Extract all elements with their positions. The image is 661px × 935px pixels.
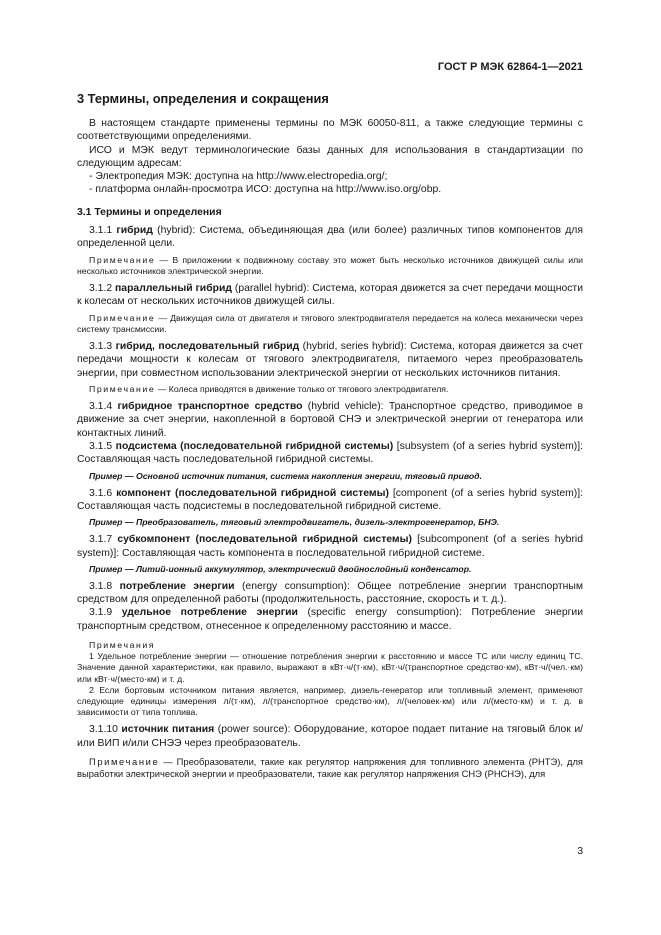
section-title: 3 Термины, определения и сокращения [77, 91, 329, 106]
note-3-1-2 [77, 313, 583, 335]
term-definition: (specific energy consumption): Потребление энергии транспортным средством, отнесенное к определенному расстоянию и массе. [77, 607, 583, 632]
term-name: источник питания [121, 724, 215, 736]
note-label: Примечание [89, 312, 156, 323]
note-label: Примечание [89, 756, 160, 768]
term-definition: [component (of a series hybrid system)]: Составляющая часть подсистемы в последовательной гибридной системе. [77, 487, 583, 512]
standard-header: ГОСТ Р МЭК 62864-1—2021 [437, 61, 583, 73]
note-text: — Колеса приводятся в движение только от тягового электродвигателя. [155, 383, 449, 394]
term-number: 3.1.4 [89, 401, 113, 413]
term-name: подсистема (последовательной гибридной системы) [115, 441, 394, 453]
page-number: 3 [577, 846, 583, 857]
term-number: 3.1.5 [89, 441, 113, 453]
term-definition: (hybrid vehicle): Транспортное средство, приводимое в движение за счет энергии, накопленной в бортовой СНЭ и электрической энергии от генератора или контактных линий. [77, 401, 583, 439]
term-number: 3.1.9 [89, 607, 113, 619]
note-item-1: 1 Удельное потребление энергии — отношение потребления энергии к расстоянию и массе ТС или числу единиц ТС. Значение данной характеристики, как правило, выражают в кВт·ч/(т·км), кВт·ч/(транспортное средство·км), кВт·ч/(чел.·км) или кВт·ч/(место·км) и т. д. [77, 651, 583, 684]
term-3-1-7 [77, 533, 583, 560]
term-definition: [subsystem (of a series hybrid system)]: Составляющая часть последовательной гибридной системы. [77, 441, 584, 466]
example-3-1-7: Пример — Литий-ионный аккумулятор, электрический двойнослойный конденсатор. [89, 563, 472, 574]
term-name: гибридное транспортное средство [117, 401, 303, 413]
note-3-1-10 [77, 756, 583, 781]
note-item-2: 2 Если бортовым источником питания является, например, дизель-генератор или топливный элемент, применяют следующие единицы измерения л/(т·км), л/(транспортное средство·км), л/(человек·км) или л/(место·км) и т. д. в зависимости от типа топлива. [77, 684, 583, 718]
note-text: — В приложении к подвижному составу это может быть несколько источников движущей силы или несколько источников электрической энергии. [77, 254, 583, 276]
note-text: — Движущая сила от двигателя и тягового электродвигателя передается на колеса механически через систему трансмиссии. [77, 312, 583, 334]
term-3-1-1 [77, 224, 583, 251]
term-definition: (hybrid, series hybrid): Система, которая движется за счет передачи мощности к колесам от тягового электродвигателя, питаемого через преобразователь энергии, при совместном использовании электрической энергии от нескольких источников питания. [77, 341, 583, 379]
notes-label-3-1-9: Примечания [89, 640, 156, 651]
term-name: потребление энергии [119, 580, 235, 592]
term-3-1-6 [77, 487, 583, 514]
term-3-1-8 [77, 580, 583, 607]
document-body [77, 91, 583, 781]
example-3-1-6: Пример — Преобразователь, тяговый электродвигатель, дизель-электрогенератор, БНЭ. [89, 517, 500, 528]
term-definition: (power source): Оборудование, которое подает питание на тяговый блок и/или ВИП и/или СНЭЭ через преобразователь. [77, 724, 584, 749]
subsection-title: 3.1 Термины и определения [77, 206, 222, 218]
note-label: Примечание [89, 383, 156, 394]
note-label: Примечание [89, 254, 156, 265]
term-name: гибрид, последовательный гибрид [115, 341, 300, 353]
note-text: — Преобразователи, такие как регулятор напряжения для топливного элемента (РНТЭ), для выработки электрической энергии и преобразователи, такие как регулятор напряжения СНЭ (РНСНЭ), для [77, 756, 583, 780]
term-definition: [subcomponent (of a series hybrid system)]: Составляющая часть компонента в последовательной гибридной системе. [77, 534, 583, 559]
term-3-1-2 [77, 282, 583, 309]
term-name: параллельный гибрид [115, 283, 232, 295]
term-number: 3.1.2 [89, 283, 113, 295]
intro-paragraph: В настоящем стандарте применены термины по МЭК 60050-811, а также следующие термины с соответствующими определениями. [77, 118, 583, 143]
term-3-1-10 [77, 723, 583, 750]
term-name: субкомпонент (последовательной гибридной системы) [117, 534, 412, 546]
example-3-1-5: Пример — Основной источник питания, система накопления энергии, тяговый привод. [89, 470, 482, 481]
term-3-1-4 [77, 400, 583, 440]
term-name: удельное потребление энергии [121, 607, 298, 619]
term-3-1-5 [77, 440, 583, 467]
bullet-electropedia: - Электропедия МЭК: доступна на http://www.electropedia.org/; [89, 171, 388, 183]
term-number: 3.1.7 [89, 534, 113, 546]
term-number: 3.1.8 [89, 580, 113, 592]
term-definition: (hybrid): Система, объединяющая два (или более) различных типов компонентов для определенной цели. [77, 225, 583, 250]
term-number: 3.1.1 [89, 225, 113, 237]
term-definition: (parallel hybrid): Система, которая движется за счет передачи мощности к колесам от нескольких источников движущей силы. [77, 283, 583, 308]
iso-iec-paragraph: ИСО и МЭК ведут терминологические базы данных для использования в стандартизации по следующим адресам: [77, 144, 583, 169]
term-definition: (energy consumption): Общее потребление энергии транспортным средством для определенной работы (продолжительность, расстояние, скорость и т. д.). [77, 580, 583, 606]
note-3-1-1 [77, 255, 583, 277]
term-3-1-3 [77, 340, 583, 380]
term-number: 3.1.6 [89, 487, 113, 499]
bullet-iso-obp: - платформа онлайн-просмотра ИСО: доступна на http://www.iso.org/obp. [89, 184, 442, 196]
term-name: компонент (последовательной гибридной системы) [116, 487, 389, 499]
term-number: 3.1.3 [89, 341, 113, 353]
note-3-1-3 [77, 384, 583, 395]
term-3-1-9 [77, 606, 583, 633]
term-number: 3.1.10 [89, 724, 118, 736]
term-name: гибрид [116, 225, 153, 237]
